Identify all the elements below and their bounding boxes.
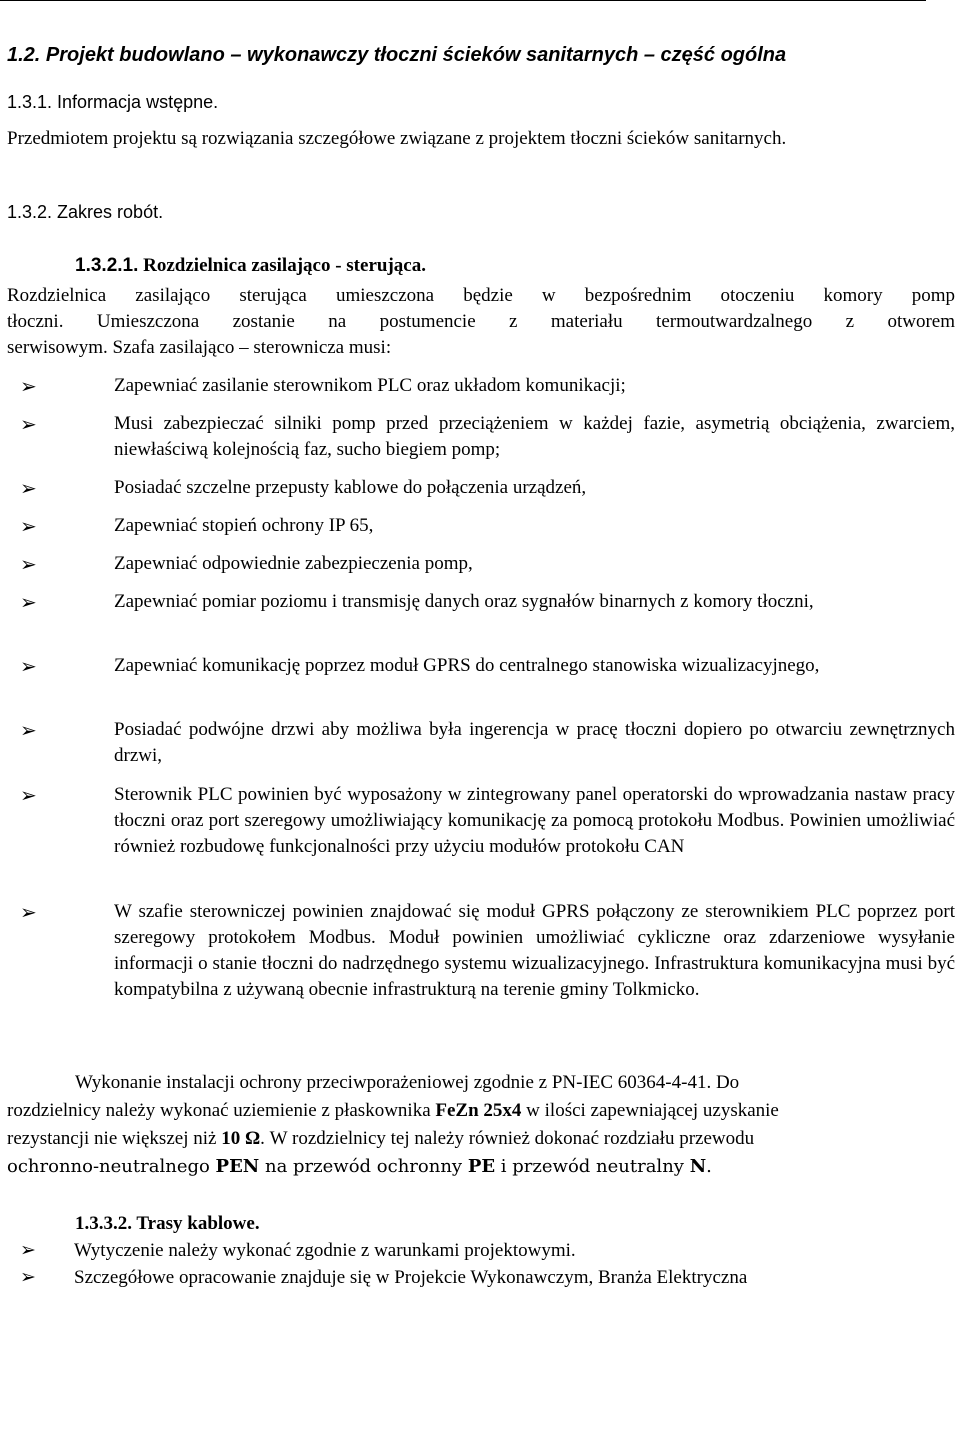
- list-item-text: Musi zabezpieczać silniki pomp przed przeciążeniem w każdej fazie, asymetrią obciążenia, zwarciem, niewłaściwą kolejnością faz, sucho biegiem pomp;: [114, 413, 955, 460]
- protection-line: [7, 1153, 957, 1181]
- protection-bold: 10 Ω: [221, 1128, 261, 1149]
- protection-text: rezystancji nie większej niż: [7, 1128, 222, 1149]
- list-item-text: Szczegółowe opracowanie znajduje się w Projekcie Wykonawczym, Branża Elektryczna: [74, 1267, 748, 1288]
- section-title-1-3-2-1: [75, 255, 426, 277]
- protection-text: . W rozdzielnicy tej należy również dokonać rozdziału przewodu: [260, 1128, 755, 1149]
- protection-line: [7, 1069, 957, 1097]
- protection-bold: PEN: [215, 1156, 260, 1177]
- intro-line: Rozdzielnica zasilająco sterująca umieszczona będzie w bezpośrednim otoczeniu komory pomp: [7, 285, 955, 306]
- protection-line: [7, 1097, 957, 1125]
- protection-line: [7, 1125, 957, 1153]
- main-heading: 1.2. Projekt budowlano – wykonawczy tłoczni ścieków sanitarnych – część ogólna: [7, 44, 787, 66]
- arrow-bullet-icon: ➢: [20, 654, 37, 678]
- list-item-text: Posiadać podwójne drzwi aby możliwa była ingerencja w pracę tłoczni dopiero po otwarciu zewnętrznych drzwi,: [114, 719, 955, 766]
- list-item-text: Zapewniać stopień ochrony IP 65,: [114, 515, 374, 536]
- protection-text: ochronno-neutralnego: [7, 1156, 216, 1177]
- list-item-text: Wytyczenie należy wykonać zgodnie z warunkami projektowymi.: [74, 1240, 576, 1261]
- intro-line: serwisowym. Szafa zasilająco – sterownicza musi:: [7, 337, 392, 358]
- list-item-text: Zapewniać odpowiednie zabezpieczenia pomp,: [114, 553, 473, 574]
- section-title-1-3-3-2: 1.3.3.2. Trasy kablowe.: [75, 1213, 260, 1234]
- list-item-text: W szafie sterowniczej powinien znajdować się moduł GPRS połączony ze sterownikiem PLC poprzez port szeregowy protokołem Modbus. Moduł powinien umożliwiać cykliczne oraz zdarzeniowe wysyłanie informacji o stanie tłoczni do nadrzędnego systemu wizualizacyjnego. Infrastruktura komunikacyjna musi być kompatybilna z używaną obecnie infrastrukturą na terenie gminy Tolkmicko.: [114, 901, 955, 1000]
- protection-text: rozdzielnicy należy wykonać uziemienie z płaskownika: [7, 1100, 436, 1121]
- protection-text: i przewód neutralny: [495, 1156, 690, 1177]
- top-rule: [0, 0, 926, 1]
- protection-text: na przewód ochronny: [259, 1156, 468, 1177]
- intro-line: tłoczni. Umieszczona zostanie na postumencie z materiału termoutwardzalnego z otworem: [7, 311, 955, 332]
- list-item: [20, 1239, 576, 1262]
- arrow-bullet-icon: ➢: [20, 1266, 36, 1288]
- arrow-bullet-icon: ➢: [20, 552, 37, 576]
- protection-bold: FeZn 25x4: [435, 1100, 522, 1121]
- list-item-text: Zapewniać komunikację poprzez moduł GPRS do centralnego stanowiska wizualizacyjnego,: [114, 655, 820, 676]
- arrow-bullet-icon: ➢: [20, 412, 37, 436]
- arrow-bullet-icon: ➢: [20, 590, 37, 614]
- section-title-1-3-2: 1.3.2. Zakres robót.: [7, 202, 164, 222]
- list-item-text: Zapewniać zasilanie sterownikom PLC oraz układom komunikacji;: [114, 375, 626, 396]
- protection-text: .: [706, 1156, 712, 1177]
- section-number: 1.3.2.1.: [75, 255, 139, 276]
- arrow-bullet-icon: ➢: [20, 783, 37, 807]
- section-title-text: Rozdzielnica zasilająco - sterująca.: [143, 255, 426, 276]
- list-item-text: Zapewniać pomiar poziomu i transmisję danych oraz sygnałów binarnych z komory tłoczni,: [114, 591, 814, 612]
- rozdzielnica-intro: [7, 283, 955, 361]
- arrow-bullet-icon: ➢: [20, 900, 37, 924]
- arrow-bullet-icon: ➢: [20, 374, 37, 398]
- arrow-bullet-icon: ➢: [20, 718, 37, 742]
- protection-text: w ilości zapewniającej uzyskanie: [521, 1100, 779, 1121]
- arrow-bullet-icon: ➢: [20, 514, 37, 538]
- protection-text: Wykonanie instalacji ochrony przeciwporażeniowej zgodnie z PN-IEC 60364-4-41. Do: [75, 1072, 740, 1093]
- protection-bold: N: [689, 1156, 707, 1177]
- protection-paragraph: [7, 1069, 957, 1181]
- list-item-text: Sterownik PLC powinien być wyposażony w zintegrowany panel operatorski do wprowadzania nastaw pracy tłoczni oraz port szeregowy umożliwiający komunikację za pomocą protokołu Modbus. Powinien umożliwiać również rozbudowę funkcjonalności przy użyciu modułów protokołu CAN: [114, 784, 955, 857]
- section-1-3-1-text: Przedmiotem projektu są rozwiązania szczegółowe związane z projektem tłoczni ścieków sanitarnych.: [7, 128, 787, 149]
- arrow-bullet-icon: ➢: [20, 476, 37, 500]
- protection-bold: PE: [467, 1156, 496, 1177]
- list-item-text: Posiadać szczelne przepusty kablowe do połączenia urządzeń,: [114, 477, 587, 498]
- section-title-1-3-1: 1.3.1. Informacja wstępne.: [7, 92, 219, 112]
- list-item: [20, 1266, 747, 1289]
- arrow-bullet-icon: ➢: [20, 1239, 36, 1261]
